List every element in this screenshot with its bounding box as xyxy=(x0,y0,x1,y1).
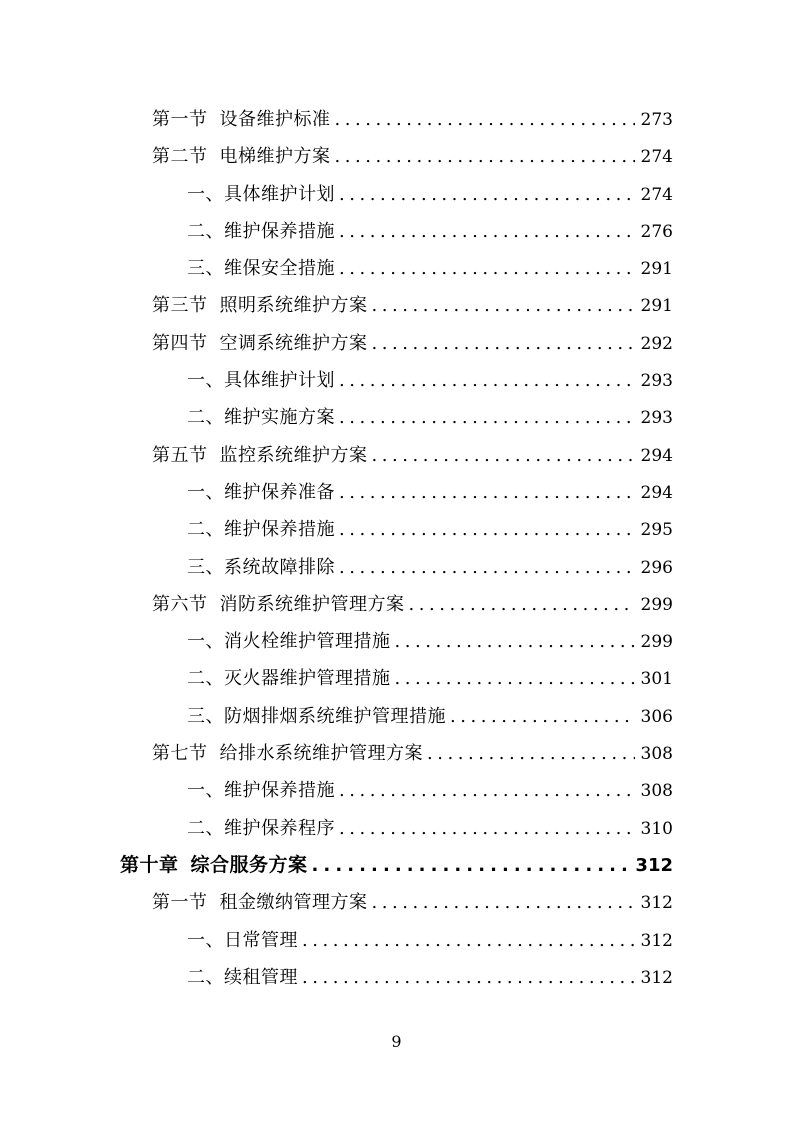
toc-entry-number: 一、 xyxy=(187,370,224,392)
toc-entry-number: 第五节 xyxy=(152,444,208,466)
toc-entry-number: 二、 xyxy=(187,966,224,988)
toc-entry-number: 第一节 xyxy=(152,109,208,130)
toc-entry[interactable] xyxy=(0,884,793,921)
toc-entry-page: 299 xyxy=(640,632,673,653)
toc-entry-title: 系统故障排除 xyxy=(224,556,335,578)
toc-entry-number: 一、 xyxy=(187,183,224,205)
toc-entry-number: 三、 xyxy=(187,258,224,280)
toc-entry-title: 消火栓维护管理措施 xyxy=(224,631,391,653)
toc-entry-number: 一、 xyxy=(187,631,224,653)
toc-entry-page: 296 xyxy=(640,557,673,578)
toc-entry-title: 灭火器维护管理措施 xyxy=(224,668,391,690)
toc-entry-page: 274 xyxy=(640,184,673,205)
toc-entry-title: 续租管理 xyxy=(224,966,298,988)
toc-entry[interactable] xyxy=(0,772,793,809)
toc-entry[interactable] xyxy=(0,922,793,959)
toc-entry-title: 租金缴纳管理方案 xyxy=(219,892,368,914)
toc-entry-number: 三、 xyxy=(187,705,224,727)
toc-entry[interactable] xyxy=(0,660,793,697)
toc-entry-number: 一、 xyxy=(187,929,224,951)
dot-leader xyxy=(372,884,635,921)
toc-entry-number: 一、 xyxy=(187,780,224,802)
dot-leader xyxy=(450,698,635,735)
toc-entry-page: 276 xyxy=(640,221,673,242)
toc-entry-page: 312 xyxy=(640,930,673,951)
toc-entry-page: 308 xyxy=(640,744,673,765)
toc-entry-title: 具体维护计划 xyxy=(224,183,335,205)
toc-entry-page: 310 xyxy=(640,818,673,839)
toc-entry-page: 293 xyxy=(640,408,673,429)
toc-entry[interactable] xyxy=(0,399,793,436)
toc-entry[interactable] xyxy=(0,810,793,847)
dot-leader xyxy=(409,586,635,623)
toc-entry-number: 二、 xyxy=(187,220,224,242)
toc-entry[interactable] xyxy=(0,698,793,735)
dot-leader xyxy=(339,176,635,213)
toc-entry-number: 第六节 xyxy=(152,593,208,615)
toc-entry[interactable] xyxy=(0,287,793,324)
toc-entry[interactable] xyxy=(0,213,793,250)
toc-entry[interactable] xyxy=(0,101,793,138)
toc-entry-title: 维保安全措施 xyxy=(224,258,335,280)
toc-entry[interactable] xyxy=(0,176,793,213)
toc-entry-page: 294 xyxy=(640,445,673,466)
toc-entry-number: 二、 xyxy=(187,519,224,541)
toc-entry-title: 维护保养措施 xyxy=(224,780,335,802)
toc-entry-page: 295 xyxy=(640,520,673,541)
toc-entry-title: 维护实施方案 xyxy=(224,407,335,429)
toc-entry-page: 294 xyxy=(640,482,673,503)
toc-entry[interactable] xyxy=(0,250,793,287)
toc-entry-number: 三、 xyxy=(187,556,224,578)
toc-entry-page: 291 xyxy=(640,259,673,280)
toc-chapter-entry[interactable] xyxy=(0,847,793,884)
toc-entry[interactable] xyxy=(0,138,793,175)
dot-leader xyxy=(339,549,635,586)
dot-leader xyxy=(302,959,635,996)
dot-leader xyxy=(339,213,635,250)
toc-entry-page: 312 xyxy=(640,967,673,988)
dot-leader xyxy=(395,623,635,660)
dot-leader xyxy=(302,922,635,959)
toc-entry-page: 308 xyxy=(640,781,673,802)
dot-leader xyxy=(339,399,635,436)
toc-entry[interactable] xyxy=(0,586,793,623)
toc-entry-title: 给排水系统维护管理方案 xyxy=(219,743,423,765)
dot-leader xyxy=(339,810,635,847)
toc-entry-page: 292 xyxy=(640,333,673,354)
page-number: 9 xyxy=(391,1032,402,1051)
toc-entry-title: 维护保养措施 xyxy=(224,519,335,541)
dot-leader xyxy=(372,437,635,474)
toc-entry[interactable] xyxy=(0,549,793,586)
toc-entry-page: 291 xyxy=(640,296,673,317)
toc-entry-number: 第三节 xyxy=(152,295,208,317)
toc-entry-page: 274 xyxy=(640,147,673,168)
toc-entry[interactable] xyxy=(0,623,793,660)
toc-entry-title: 防烟排烟系统维护管理措施 xyxy=(224,705,446,727)
toc-entry-title: 维护保养准备 xyxy=(224,481,335,503)
toc-entry-title: 维护保养措施 xyxy=(224,220,335,242)
toc-entry-page: 306 xyxy=(640,706,673,727)
toc-entry-number: 二、 xyxy=(187,817,224,839)
toc-entry-number: 第四节 xyxy=(152,332,208,354)
dot-leader xyxy=(427,735,635,772)
toc-entry-title: 设备维护标准 xyxy=(219,109,331,130)
dot-leader xyxy=(335,138,635,175)
dot-leader xyxy=(335,101,635,138)
toc-entry-title: 日常管理 xyxy=(224,929,298,951)
toc-entry-page: 312 xyxy=(640,893,673,914)
dot-leader xyxy=(339,772,635,809)
toc-entry-title: 具体维护计划 xyxy=(224,370,335,392)
dot-leader xyxy=(372,325,635,362)
dot-leader xyxy=(372,287,635,324)
toc-entry-title: 监控系统维护方案 xyxy=(219,444,368,466)
dot-leader xyxy=(339,362,635,399)
toc-entry-title: 综合服务方案 xyxy=(190,853,308,876)
toc-entry-number: 第十章 xyxy=(120,853,179,876)
toc-entry-title: 空调系统维护方案 xyxy=(219,332,368,354)
toc-entry-number: 二、 xyxy=(187,668,224,690)
toc-entry-number: 第二节 xyxy=(152,146,208,168)
toc-entry-title: 照明系统维护方案 xyxy=(219,295,368,317)
dot-leader xyxy=(339,250,635,287)
toc-entry-number: 二、 xyxy=(187,407,224,429)
toc-entry[interactable] xyxy=(0,437,793,474)
toc-entry-number: 第七节 xyxy=(152,743,208,765)
toc-entry-page: 299 xyxy=(640,594,673,615)
toc-entry[interactable] xyxy=(0,362,793,399)
toc-entry-number: 一、 xyxy=(187,481,224,503)
toc-entry[interactable] xyxy=(0,325,793,362)
dot-leader xyxy=(395,660,635,697)
toc-entry-title: 电梯维护方案 xyxy=(219,146,331,168)
toc-entry-page: 273 xyxy=(640,110,673,130)
toc-entry-number: 第一节 xyxy=(152,892,208,914)
toc-entry-page: 312 xyxy=(635,854,673,876)
toc-entry[interactable] xyxy=(0,959,793,996)
toc-entry[interactable] xyxy=(0,511,793,548)
dot-leader xyxy=(339,474,635,511)
toc-entry-page: 293 xyxy=(640,371,673,392)
dot-leader xyxy=(339,511,635,548)
toc-entry[interactable] xyxy=(0,474,793,511)
toc-entry-title: 维护保养程序 xyxy=(224,817,335,839)
table-of-contents xyxy=(0,101,793,996)
toc-entry-title: 消防系统维护管理方案 xyxy=(219,593,405,615)
toc-entry[interactable] xyxy=(0,735,793,772)
toc-entry-page: 301 xyxy=(640,669,673,690)
dot-leader xyxy=(312,847,630,884)
